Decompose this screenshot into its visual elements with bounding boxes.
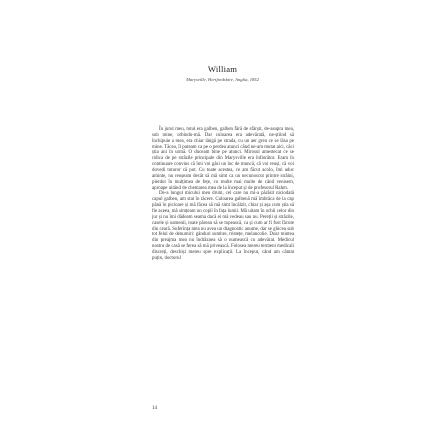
chapter-title: William bbox=[207, 64, 238, 74]
body-text bbox=[152, 127, 294, 262]
paragraph-1: În jurul meu, totul era galben, galben fără de sfârșit, de-asupra mea, sub mine, orbindu-mă. Dar culoarea era adevărată, ne-știind să închipuie a mea, era chiar lângă pe strada, cu un aer greu ce se lăsa pe mine. Tăcea, îl puteam ca pe o perdea atunci când ne-am mutat aici, căci știa ani în urmă. O duceam bine pe atunci. Mirosul amestecat ce se ridica de pe străzile principale din Marysville era înfiorător. Eram în continuare convins că îmi voi găsi un loc de muncă, că voi reuși, că voi dovedi tuturor că pot. Cu toate acestea, ce am făcut acolo, îmi aduc aminte, nu reușeam decât să mă simt ca un necunoscut printre străini, pierdut în mulțimea de fețe, cu multe mai multe de când venisem, aproape uitând de chemarea mea de la început și de profesorul Rahm. bbox=[152, 127, 294, 191]
page-number: 14 bbox=[152, 406, 157, 411]
paragraph-2: De-a lungul micului meu drum, cel care nu mi-a părăsit niciodată capul galben, am stat în tăcere. Culoarea galbenă mă îmbrăca de la cap până în picioare și mă făcea să mă simt încălzit, chiar și așa cum știa să fie aceea, mă simțeam un copil în fața lumii. Mă uitam în ochii celor din jur și nu îmi dădeam seama dacă ei mă vedeau sau nu. Pereții și străzile, casele și oamenii, toate păreau să se topească, ca și cum ar fi fost făcute din ceară. Suferința mea nu avea un diagnostic anume, dar se ghicea sub tot felul de denumiri: gânduri sumbre, tristețe, melancolie. Doar mintea din preajma mea nu îndrăznea să o numească cu adevărat. Medicul nostru de casă se ferea să mă privească. Folosea mereu termeni medicali discreți, deschiși mereu spre explicații. La început, când am cântat puțin, doctorul bbox=[152, 191, 294, 261]
chapter-subtitle: Marysville, Hertfordshire, Anglia, 1852 bbox=[186, 77, 259, 82]
